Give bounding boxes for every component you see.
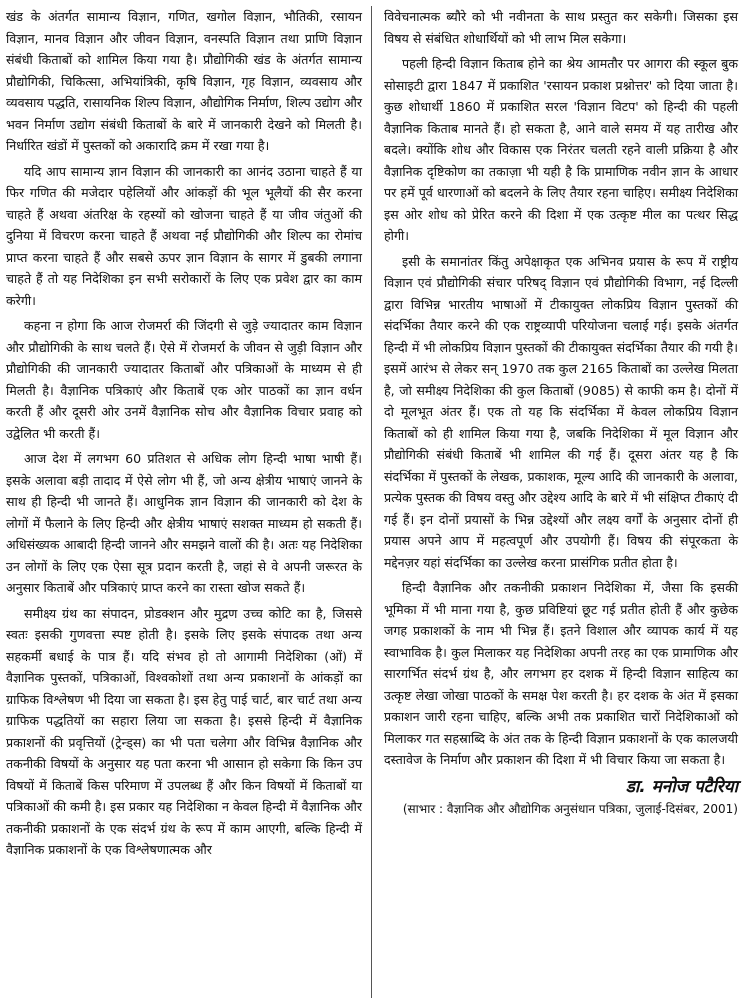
left-paragraph-3: कहना न होगा कि आज रोजमर्रा की जिंदगी से जुड़े ज्यादातर काम विज्ञान और प्रौद्योगिकी के साथ चलते हैं। ऐसे में रोजमर्रा के जीवन से जुड़ी विज्ञान और प्रौद्योगिकी की जानकारी ज्यादातर किताबों और पत्रिकाओं के माध्यम से ही मिलती है। वैज्ञानिक पत्रिकाएं और किताबें एक ओर पाठकों का ज्ञान वर्धन करती हैं और दूसरी ओर उनमें वैज्ञानिक सोच और वैज्ञानिक विचार प्रवाह को उद्वेलित भी करती हैं। — [6, 318, 362, 441]
right-paragraph-1: विवेचनात्मक ब्यौरे को भी नवीनता के साथ प्रस्तुत कर सकेगी। जिसका इस विषय से संबंधित शोधार्थियों को भी लाभ मिल सकेगा। — [384, 9, 738, 46]
source-citation: (साभार : वैज्ञानिक और औद्योगिक अनुसंधान पत्रिका, जुलाई-दिसंबर, 2001) — [402, 801, 738, 816]
right-column — [384, 6, 738, 819]
column-divider — [371, 6, 372, 998]
right-paragraph-3: इसी के समानांतर किंतु अपेक्षाकृत एक अभिनव प्रयास के रूप में राष्ट्रीय विज्ञान एवं प्रौद्योगिकी संचार परिषद् विज्ञान एवं प्रौद्योगिकी विभाग, नई दिल्ली द्वारा विभिन्न भारतीय भाषाओं में टीकायुक्त लोकप्रिय विज्ञान पुस्तकों की संदर्भिका तैयार करने की एक राष्ट्रव्यापी परियोजना चलाई गई। इसके अंतर्गत हिन्दी में भी लोकप्रिय विज्ञान पुस्तकों की टीकायुक्त संदर्भिका तैयार की गयी है। इसमें आरंभ से लेकर सन् 1970 तक कुल 2165 किताबों का उल्लेख मिलता है, जो समीक्ष्य निदेशिका की कुल किताबों (9085) से काफी कम है। दोनों में दो मूलभूत अंतर हैं। एक तो यह कि संदर्भिका में केवल लोकप्रिय विज्ञान किताबों को ही शामिल किया गया है, जबकि निदेशिका में मूल विज्ञान और प्रौद्योगिकी संबंधी किताबें भी शामिल की गई हैं। दूसरा अंतर यह है कि संदर्भिका में पुस्तकों के लेखक, प्रकाशक, मूल्य आदि की जानकारी के अलावा, प्रत्येक पुस्तक की विषय वस्तु और उद्देश्य आदि के बारे में भी संक्षिप्त टीकाएं दी गई हैं। इन दोनों प्रयासों के भिन्न उद्देश्यों और लक्ष्य वर्गों के अनुसार दोनों ही प्रयास अपने आप में महत्वपूर्ण और उपयोगी हैं। विषय की संपूरकता के मद्देनज़र यहां संदर्भिका का उल्लेख करना प्रासंगिक प्रतीत होता है। — [384, 253, 738, 570]
author-name: डा. मनोज पटैरिया — [625, 776, 738, 797]
left-paragraph-4: आज देश में लगभग 60 प्रतिशत से अधिक लोग हिन्दी भाषा भाषी हैं। इसके अलावा बड़ी तादाद में ऐसे लोग भी हैं, जो अन्य क्षेत्रीय भाषाएं जानने के साथ ही हिन्दी भी जानते हैं। आधुनिक ज्ञान विज्ञान की जानकारी को देश के लोगों में फैलाने के लिए हिन्दी और क्षेत्रीय भाषाएं सशक्त माध्यम हो सकती हैं। अधिसंख्यक आबादी हिन्दी जानने और समझने वालों की है। अतः यह निदेशिका उन लोगों के लिए एक ऐसा सूत्र प्रदान करती है, जहां से वे अपनी जरूरत के अनुसार किताबें और पत्रिकाएं प्राप्त करने का रास्ता खोज सकते हैं। — [6, 451, 362, 595]
left-paragraph-1: खंड के अंतर्गत सामान्य विज्ञान, गणित, खगोल विज्ञान, भौतिकी, रसायन विज्ञान, मानव विज्ञान और जीवन विज्ञान, वनस्पति विज्ञान तथा प्राणि विज्ञान संबंधी किताबों को शामिल किया गया है। प्रौद्योगिकी खंड के अंतर्गत सामान्य प्रौद्योगिकी, चिकित्सा, अभियांत्रिकी, कृषि विज्ञान, गृह विज्ञान, व्यवसाय और व्यवसाय पद्धति, रासायनिक शिल्प विज्ञान, औद्योगिक निर्माण, शिल्प उद्योग और भवन निर्माण उद्योग संबंधी किताबों के बारे में जानकारी देखने को मिलती है। निर्धारित खंडों में पुस्तकों को अकारादि क्रम में रखा गया है। — [6, 9, 362, 153]
right-paragraph-4: हिन्दी वैज्ञानिक और तकनीकी प्रकाशन निदेशिका में, जैसा कि इसकी भूमिका में भी माना गया है, कुछ प्रविष्टियां छूट गई प्रतीत होती हैं और कुछेक जगह प्रकाशकों के नाम भी भिन्न हैं। इतने विशाल और व्यापक कार्य में यह स्वाभाविक है। कुल मिलाकर यह निदेशिका अपनी तरह का एक प्रामाणिक और सारगर्भित संदर्भ ग्रंथ है, और लगभग हर दशक में हिन्दी विज्ञान साहित्य का उत्कृष्ट लेखा जोखा पाठकों के समक्ष पेश करती है। हर दशक के अंत में इसका प्रकाशन जारी रहना चाहिए, बल्कि अभी तक प्रकाशित चारों निदेशिकाओं को मिलाकर गत सहस्राब्दि के अंत तक के हिन्दी विज्ञान प्रकाशनों के एक कालजयी दस्तावेज के निर्माण और प्रकाशन की दिशा में भी विचार किया जा सकता है। — [384, 580, 738, 767]
left-paragraph-5: समीक्ष्य ग्रंथ का संपादन, प्रोडक्शन और मुद्रण उच्च कोटि का है, जिससे स्वतः इसकी गुणवत्ता स्पष्ट होती है। इसके लिए इसके संपादक तथा अन्य सहकर्मी बधाई के पात्र हैं। यदि संभव हो तो आगामी निदेशिका (ओं) में वैज्ञानिक पुस्तकों, पत्रिकाओं, विश्वकोशों तथा अन्य प्रकाशनों के आंकड़ों का ग्राफिक विश्लेषण भी दिया जा सकता है। इस हेतु पाई चार्ट, बार चार्ट तथा अन्य ग्राफिक पद्धतियों का सहारा लिया जा सकता है। इससे हिन्दी में वैज्ञानिक प्रकाशनों की प्रवृत्तियों (ट्रेन्ड्स) का भी पता चलेगा और विभिन्न वैज्ञानिक और तकनीकी विषयों के अनुसार यह पता करना भी आसान हो सकेगा कि किन उप विषयों में किताबें किस परिमाण में उपलब्ध हैं और किन विषयों में किताबों या पत्रिकाओं की कमी है। इस प्रकार यह निदेशिका न केवल हिन्दी में वैज्ञानिक और तकनीकी प्रकाशनों के एक संदर्भ ग्रंथ के रूप में काम आएगी, बल्कि हिन्दी में वैज्ञानिक प्रकाशनों के एक विश्लेषणात्मक और — [6, 605, 362, 857]
left-paragraph-2: यदि आप सामान्य ज्ञान विज्ञान की जानकारी का आनंद उठाना चाहते हैं या फिर गणित की मजेदार पहेलियों और आंकड़ों की भूल भूलैयों की सैर करना चाहते हैं अथवा अंतरिक्ष के रहस्यों को खोजना चाहते हैं या जीव जंतुओं की दुनिया में विचरण करना चाहते हैं अथवा नई प्रौद्योगिकी और शिल्प का रोमांच प्राप्त करना चाहते हैं और सबसे ऊपर ज्ञान विज्ञान के सागर में डुबकी लगाना चाहते हैं तो यह निदेशिका इन सभी सरोकारों के लिए एक प्रवेश द्वार का काम करेगी। — [6, 163, 362, 308]
left-column — [6, 6, 362, 865]
right-paragraph-2: पहली हिन्दी विज्ञान किताब होने का श्रेय आमतौर पर आगरा की स्कूल बुक सोसाइटी द्वारा 1847 में प्रकाशित 'रसायन प्रकाश प्रश्नोत्तर' को दिया जाता है। कुछ शोधार्थी 1860 में प्रकाशित सरल 'विज्ञान विटप' को हिन्दी की पहली वैज्ञानिक किताब मानते हैं। हो सकता है, आने वाले समय में यह तारीख और बदले। क्योंकि शोध और विकास एक निरंतर चलती रहने वाली प्रक्रिया है और वैज्ञानिक दृष्टिकोण का तकाज़ा भी यही है कि प्रामाणिक नवीन ज्ञान के आधार पर हमें पूर्व धारणाओं को बदलने के लिए तैयार रहना चाहिए। समीक्ष्य निदेशिका इस ओर शोध को प्रेरित करने की दिशा में एक उत्कृष्ट मील का पत्थर सिद्ध होगी। — [384, 56, 738, 243]
